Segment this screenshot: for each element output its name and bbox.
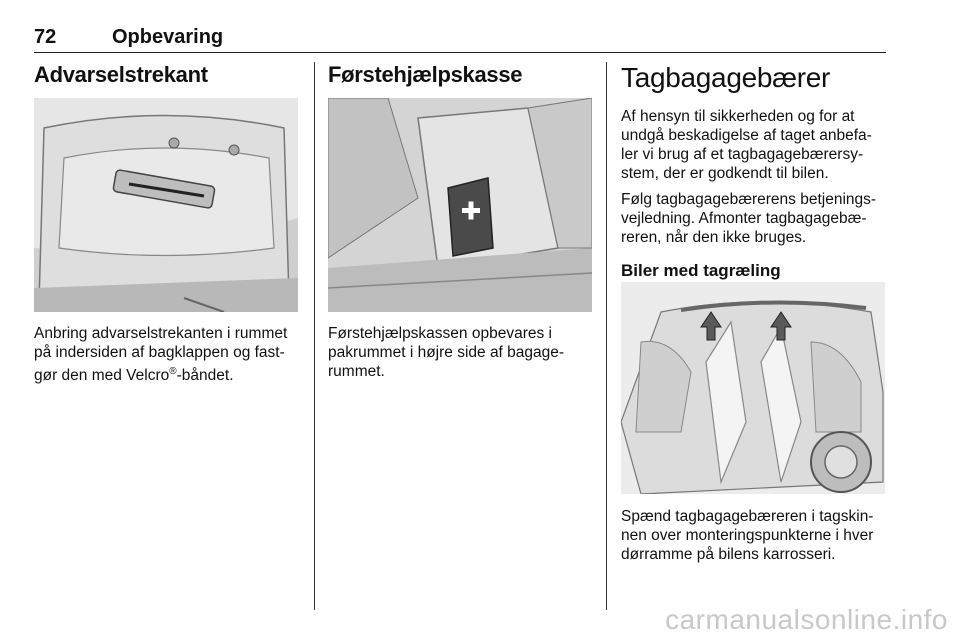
- section-heading-warning-triangle: Advarselstrekant: [34, 62, 208, 87]
- first-aid-text: [328, 324, 598, 381]
- first-aid-kit-illustration: [328, 98, 592, 312]
- page-number: 72: [34, 26, 57, 48]
- warning-triangle-line-3: gør den med Velcro®-båndet.: [34, 366, 234, 385]
- roof-rack-para1-line-3: ler vi brug af et tagbagagebærersy-: [621, 146, 864, 163]
- roof-rails-text: [621, 507, 889, 564]
- first-aid-line-3: rummet.: [328, 363, 385, 380]
- section-heading-roof-rack: Tagbagagebærer: [621, 62, 831, 93]
- watermark: carmanualsonline.info: [665, 604, 948, 635]
- roof-rails-car-illustration: [621, 282, 885, 494]
- roof-rack-para1-line-4: stem, der er godkendt til bilen.: [621, 165, 829, 182]
- roof-rack-para1-line-1: Af hensyn til sikkerheden og for at: [621, 108, 855, 125]
- roof-rack-para2-line-2: vejledning. Afmonter tagbagagebæ-: [621, 210, 867, 227]
- warning-triangle-text: [34, 324, 304, 385]
- roof-rack-para3-line-1: Spænd tagbagagebæreren i tagskin-: [621, 508, 874, 525]
- roof-rack-para2-line-1: Følg tagbagagebærerens betjenings-: [621, 191, 877, 208]
- column-warning-triangle: [34, 62, 300, 88]
- warning-triangle-line-1: Anbring advarselstrekanten i rummet: [34, 325, 288, 342]
- tailgate-illustration: [34, 98, 298, 312]
- roof-rack-para2-line-3: reren, når den ikke bruges.: [621, 229, 807, 246]
- warning-triangle-line-2: på indersiden af bagklappen og fast-: [34, 344, 285, 361]
- section-heading-first-aid: Førstehjælpskasse: [328, 62, 523, 87]
- column-roof-rack: [621, 62, 889, 281]
- column-divider-1: [314, 62, 315, 610]
- roof-rack-para3-line-2: nen over monteringspunkterne i hver: [621, 527, 874, 544]
- roof-rack-para1-line-2: undgå beskadigelse af taget anbefa-: [621, 127, 872, 144]
- roof-rack-para3-line-3: dørramme på bilens karrosseri.: [621, 546, 836, 563]
- chapter-title: Opbevaring: [112, 26, 224, 48]
- page-header: [34, 26, 886, 53]
- first-aid-line-1: Førstehjælpskassen opbevares i: [328, 325, 552, 342]
- first-aid-line-2: pakrummet i højre side af bagage-: [328, 344, 565, 361]
- subheading-roof-rails: Biler med tagræling: [621, 261, 781, 280]
- column-divider-2: [606, 62, 607, 610]
- column-first-aid: [328, 62, 590, 88]
